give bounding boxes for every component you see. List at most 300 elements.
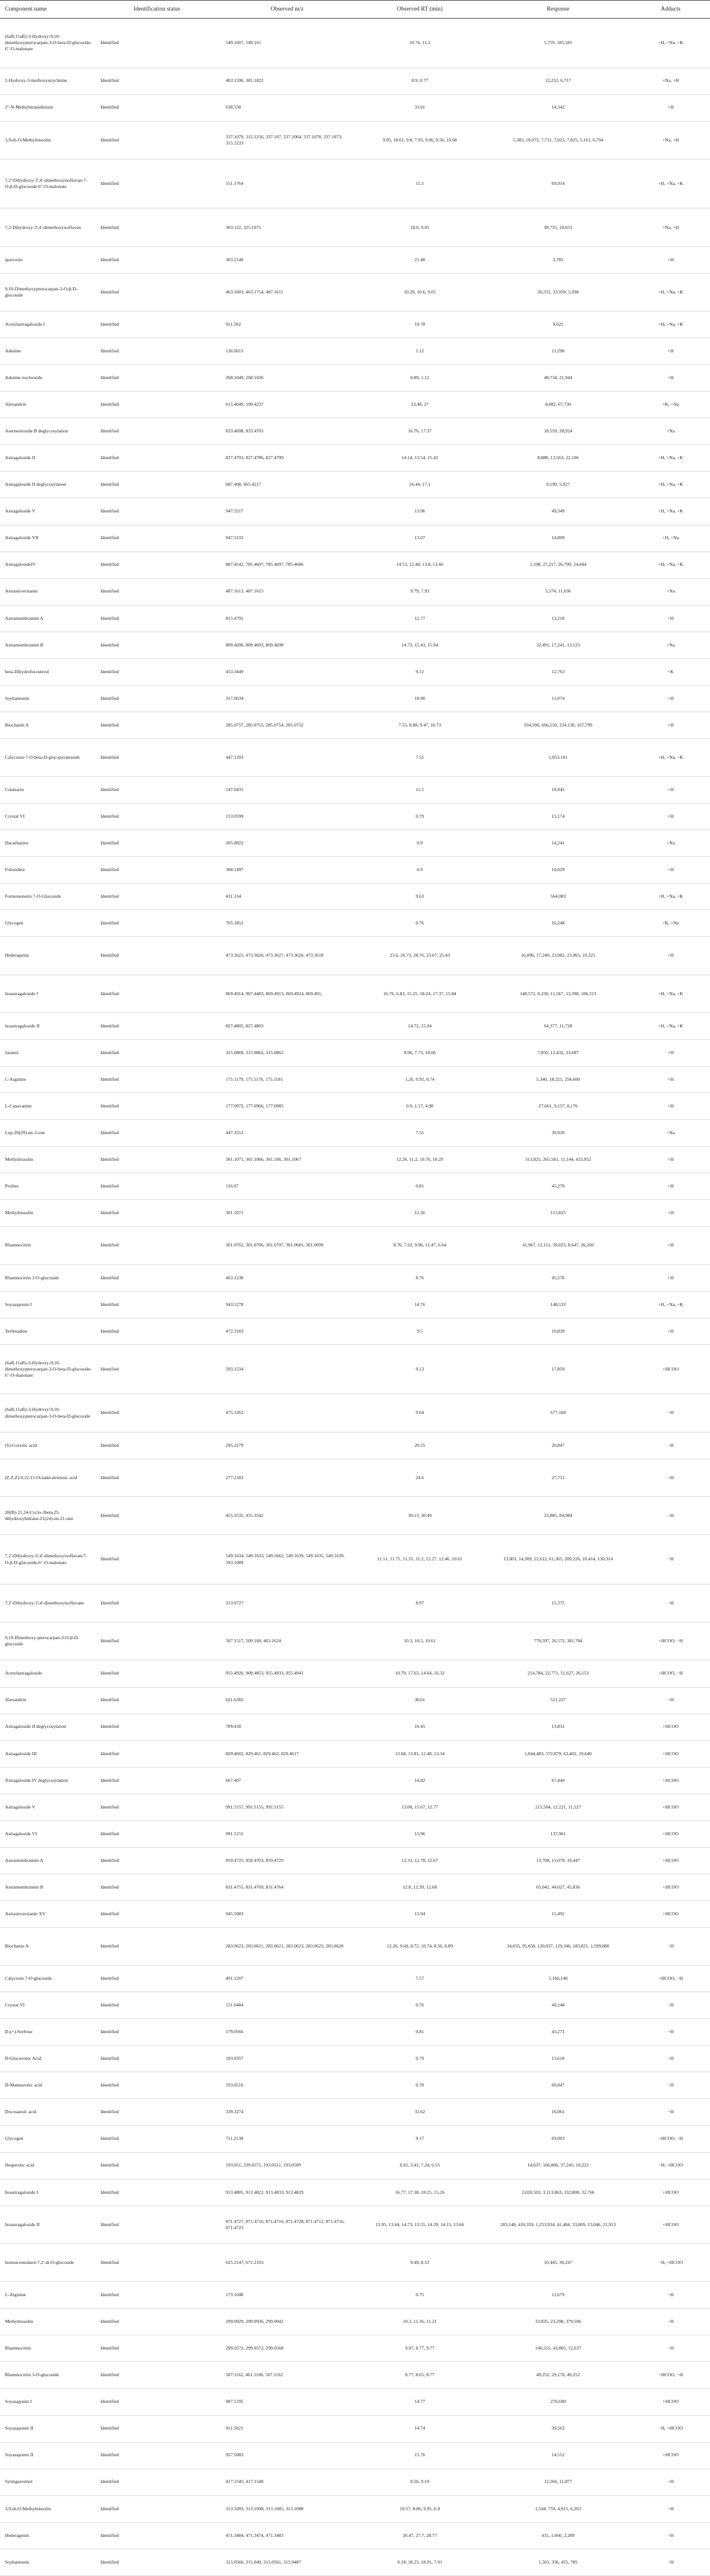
cell-status: Identified	[94, 830, 220, 857]
cell-mz: 417.1545, 417.1548	[220, 2469, 355, 2495]
table-row	[0, 94, 710, 121]
cell-mz: 151.0484	[220, 1992, 355, 2019]
cell-status: Identified	[94, 1794, 220, 1820]
cell-adducts: +HCOO	[631, 1874, 710, 1900]
cell-rt: 9.12	[355, 658, 485, 685]
table-row	[0, 1992, 710, 2019]
cell-adducts: +H	[631, 1200, 710, 1227]
cell-component: Methylnissolin	[0, 2309, 94, 2335]
cell-mz: 177.0972, 177.0966, 177.0985	[220, 1093, 355, 1120]
table-row	[0, 1622, 710, 1660]
cell-rt: 7.57	[355, 1966, 485, 1992]
table-row	[0, 1714, 710, 1740]
cell-response: 15,492	[485, 1900, 631, 1927]
cell-mz: 116.07	[220, 1173, 355, 1200]
cell-status: Identified	[94, 1040, 220, 1067]
cell-mz: 991.5155	[220, 1820, 355, 1847]
cell-adducts: +Na, +H	[631, 68, 710, 94]
cell-response: 1,166,148	[485, 1966, 631, 1992]
cell-rt: 0.9	[355, 857, 485, 883]
cell-mz: 859.4725, 859.4703, 859.4729	[220, 1847, 355, 1874]
cell-adducts: +K, +Na	[631, 910, 710, 937]
cell-response: 9,625	[485, 311, 631, 338]
cell-status: Identified	[94, 1173, 220, 1200]
table-row	[0, 1584, 710, 1622]
cell-component: 9,10-Dimethoxy-pterocarpan-3-O-β-D-glucoside	[0, 1622, 94, 1660]
cell-adducts: +H, +Na, +K	[631, 498, 710, 525]
table-row	[0, 1874, 710, 1900]
cell-adducts: −H	[631, 1687, 710, 1714]
cell-adducts: −H	[631, 2469, 710, 2495]
table-row	[0, 803, 710, 830]
cell-component: Astramembrannin B	[0, 1874, 94, 1900]
cell-component: Crystal VI	[0, 803, 94, 830]
table-row	[0, 273, 710, 311]
cell-component: Rhamnocitrin	[0, 2335, 94, 2362]
cell-component: 2''-N-Methylstranidinium	[0, 94, 94, 121]
cell-rt: 24.6	[355, 1459, 485, 1496]
cell-status: Identified	[94, 658, 220, 685]
cell-rt: 9.95, 18.61, 9.8, 7.93, 9.06, 9.56, 10.68	[355, 121, 485, 159]
cell-rt: 10.3, 11.36, 11.21	[355, 2309, 485, 2335]
cell-response: 8,082, 67,730	[485, 391, 631, 418]
cell-mz: 301.1071	[220, 1200, 355, 1227]
cell-adducts: +K, +Na	[631, 391, 710, 418]
cell-rt: 11.5	[355, 159, 485, 208]
cell-response: 10,839	[485, 1318, 631, 1344]
cell-rt: 14.14, 13.54, 15.43	[355, 445, 485, 472]
table-row	[0, 2072, 710, 2099]
cell-status: Identified	[94, 1497, 220, 1535]
cell-response: 27,711	[485, 1459, 631, 1496]
cell-mz: 473.3621, 473.3626, 473.3627, 473.3626, 473.3618	[220, 937, 355, 975]
cell-rt: 13.07	[355, 525, 485, 552]
cell-rt: 16.44, 17.1	[355, 472, 485, 498]
cell-status: Identified	[94, 1927, 220, 1965]
cell-status: Identified	[94, 1687, 220, 1714]
table-row	[0, 777, 710, 803]
cell-mz: 431.134	[220, 883, 355, 910]
cell-rt: 1.12	[355, 338, 485, 365]
cell-component: Isoastragaloside II	[0, 2206, 94, 2243]
cell-mz: 807.4542, 785.4697, 785.4697, 785.4686	[220, 552, 355, 578]
cell-mz: 179.0566	[220, 2019, 355, 2046]
table-row	[0, 2152, 710, 2179]
cell-adducts: −H, +HCOO	[631, 2243, 710, 2281]
cell-adducts: +Na	[631, 830, 710, 857]
cell-response: 64,377, 11,728	[485, 1013, 631, 1040]
cell-adducts: −H, +HCOO	[631, 2415, 710, 2442]
cell-response: 137,961	[485, 1820, 631, 1847]
cell-mz: 549.1634, 549.1633, 549.1662, 549.1639, 549.1635, 549.1639, 593.1089	[220, 1535, 355, 1585]
table-row	[0, 2309, 710, 2335]
cell-rt: 18.90	[355, 685, 485, 712]
cell-mz: 491.1207	[220, 1966, 355, 1992]
cell-component: Adenine nucleoside	[0, 365, 94, 391]
cell-rt: 11.5	[355, 777, 485, 803]
table-row	[0, 2495, 710, 2522]
cell-component: Calycosin-7-O-beta-D-glucopyranoside	[0, 738, 94, 776]
cell-rt: 16.77, 17.38, 18.25, 15.26	[355, 2179, 485, 2206]
cell-status: Identified	[94, 1227, 220, 1264]
cell-component: Jaranol	[0, 1040, 94, 1067]
table-row	[0, 1040, 710, 1067]
cell-component: Folosidine	[0, 857, 94, 883]
table-row	[0, 2415, 710, 2442]
cell-component: Glycogen	[0, 910, 94, 937]
cell-adducts: +H	[631, 1147, 710, 1173]
cell-response: 934,596, 666,150, 234,130, 167,799	[485, 712, 631, 738]
cell-status: Identified	[94, 1714, 220, 1740]
cell-mz: 947.5217	[220, 498, 355, 525]
cell-status: Identified	[94, 632, 220, 658]
cell-adducts: −H	[631, 2072, 710, 2099]
cell-status: Identified	[94, 1535, 220, 1585]
cell-status: Identified	[94, 1264, 220, 1291]
cell-mz: 621.6382	[220, 1687, 355, 1714]
cell-rt: 10.29, 10.6, 9.05	[355, 273, 485, 311]
cell-status: Identified	[94, 1874, 220, 1900]
cell-status: Identified	[94, 1900, 220, 1927]
cell-status: Identified	[94, 1432, 220, 1459]
table-row	[0, 246, 710, 273]
cell-mz: 283.0623, 283.0621, 283.0621, 283.0623, 283.0623, 283.0628	[220, 1927, 355, 1965]
cell-component: Hederagenin	[0, 2522, 94, 2549]
cell-rt: 12.26, 9.68, 8.72, 10.74, 8.56, 8.89	[355, 1927, 485, 1965]
cell-rt: 13.68, 13.81, 12.48, 13.34	[355, 1740, 485, 1767]
cell-component: Asernestioside B deglycosylation	[0, 418, 94, 445]
cell-response: 415, 1,666, 2,289	[485, 2522, 631, 2549]
cell-adducts: +H, +Na, +K	[631, 1013, 710, 1040]
table-row	[0, 2389, 710, 2415]
cell-status: Identified	[94, 1660, 220, 1687]
cell-rt: 9.63	[355, 883, 485, 910]
header-row	[0, 1, 710, 19]
cell-rt: 9.79, 7.93	[355, 578, 485, 605]
cell-response: 20,847	[485, 1432, 631, 1459]
cell-component: Isoastragaloside II	[0, 1013, 94, 1040]
cell-rt: 8.77, 8.65, 8.77	[355, 2362, 485, 2389]
cell-adducts: +Na	[631, 578, 710, 605]
cell-response: 11,218	[485, 605, 631, 632]
cell-adducts: +H	[631, 685, 710, 712]
cell-adducts: +H	[631, 1318, 710, 1344]
cell-mz: 955.4926, 909.4853, 955.4933, 955.4941	[220, 1660, 355, 1687]
cell-status: Identified	[94, 1847, 220, 1874]
cell-adducts: +H, +Na, +K	[631, 472, 710, 498]
cell-rt: 0.9, 0.77	[355, 68, 485, 94]
table-row	[0, 2179, 710, 2206]
cell-response: 146,515, 43,805, 12,637	[485, 2335, 631, 2362]
cell-status: Identified	[94, 777, 220, 803]
table-row	[0, 2126, 710, 2152]
cell-adducts: +HCOO	[631, 1794, 710, 1820]
cell-adducts: +HCOO	[631, 2442, 710, 2469]
cell-mz: 943.5278	[220, 1291, 355, 1318]
cell-adducts: −H	[631, 1497, 710, 1535]
cell-adducts: +HCOO	[631, 2389, 710, 2415]
cell-adducts: +K	[631, 658, 710, 685]
cell-component: Methylnissolin	[0, 1147, 94, 1173]
cell-rt: 19.78	[355, 311, 485, 338]
cell-component: Soyasaponin I	[0, 2389, 94, 2415]
cell-response: 12,252, 6,717	[485, 68, 631, 94]
table-row	[0, 605, 710, 632]
cell-component: Acetylastragaloside	[0, 1660, 94, 1687]
cell-component: 7,2'-Dihydroxy-3',4'-dimethoxyisoflavane	[0, 1584, 94, 1622]
cell-mz: 455.3535, 455.3542	[220, 1497, 355, 1535]
cell-mz: 911.5021	[220, 2415, 355, 2442]
cell-adducts: −H	[631, 2335, 710, 2362]
cell-adducts: +Na	[631, 632, 710, 658]
cell-adducts: +H	[631, 803, 710, 830]
cell-component: Astragaloside IV deglycosylation	[0, 1767, 94, 1794]
cell-mz: 831.4755, 831.4769, 831.4764	[220, 1874, 355, 1900]
cell-adducts: +H, +Na, +K	[631, 273, 710, 311]
cell-component: (S)-Coriolic acid	[0, 1432, 94, 1459]
cell-status: Identified	[94, 208, 220, 246]
cell-mz: 295.2279	[220, 1432, 355, 1459]
cell-status: Identified	[94, 121, 220, 159]
cell-response: 12,763	[485, 658, 631, 685]
cell-adducts: +H	[631, 1227, 710, 1264]
cell-rt: 30.61	[355, 1687, 485, 1714]
cell-response: 9,190, 5,927	[485, 472, 631, 498]
cell-rt: 10.6, 9.05	[355, 208, 485, 246]
cell-response: 13,831	[485, 1714, 631, 1740]
cell-adducts: −H	[631, 1927, 710, 1965]
table-row	[0, 2335, 710, 2362]
cell-component: Astragaloside V	[0, 1794, 94, 1820]
cell-status: Identified	[94, 2469, 220, 2495]
cell-status: Identified	[94, 605, 220, 632]
cell-rt: 23.6, 26.73, 28.76, 23.67, 25.43	[355, 937, 485, 975]
cell-adducts: +H	[631, 1093, 710, 1120]
cell-component: Soyhannsnin	[0, 2549, 94, 2575]
cell-status: Identified	[94, 1992, 220, 2019]
cell-adducts: −H, +HCOO	[631, 2152, 710, 2179]
cell-status: Identified	[94, 1459, 220, 1496]
cell-status: Identified	[94, 1622, 220, 1660]
cell-adducts: +H	[631, 94, 710, 121]
cell-component: (6aR,11aR)-3-Hydroxy-9,10-dimethoxypterocarpan-3-O-beta-D-glucoside-6"-O-malonate	[0, 19, 94, 68]
cell-component: Astragaloside V	[0, 498, 94, 525]
cell-rt: 10.17, 8.86, 9.95, 6.9	[355, 2495, 485, 2522]
cell-rt: 30.13, 30.49	[355, 1497, 485, 1535]
cell-rt: 21.48	[355, 246, 485, 273]
table-row	[0, 712, 710, 738]
table-row	[0, 2046, 710, 2072]
cell-status: Identified	[94, 2126, 220, 2152]
cell-response: 11,074	[485, 685, 631, 712]
cell-mz: 301.0702, 301.0706, 301.0707, 301.0681, 301.0099	[220, 1227, 355, 1264]
cell-component: Coumarin	[0, 777, 94, 803]
cell-response: 49,349	[485, 498, 631, 525]
cell-status: Identified	[94, 525, 220, 552]
table-row	[0, 1927, 710, 1965]
column-header-component: Component name	[0, 1, 94, 19]
cell-mz: 303.122, 325.1075	[220, 208, 355, 246]
cell-status: Identified	[94, 712, 220, 738]
cell-adducts: +Na	[631, 1120, 710, 1147]
cell-mz: 827.4805, 827.4803	[220, 1013, 355, 1040]
table-row	[0, 2549, 710, 2575]
cell-response: 27,661, 9,157, 8,176	[485, 1093, 631, 1120]
cell-response: 1,501, 336, 455, 785	[485, 2549, 631, 2575]
table-row	[0, 1459, 710, 1496]
cell-rt: 13.08, 15.67, 12.77	[355, 1794, 485, 1820]
cell-component: Biochanin A	[0, 712, 94, 738]
cell-response: 65,042, 44,027, 45,836	[485, 1874, 631, 1900]
cell-status: Identified	[94, 910, 220, 937]
cell-status: Identified	[94, 1013, 220, 1040]
cell-component: 7,2'-Dihydroxy-3',4'-dimethoxyisoflavan-7-O-β-D-glucoside-6"-O-malonate	[0, 1535, 94, 1585]
cell-rt: 12.33, 12.78, 12.67	[355, 1847, 485, 1874]
cell-response: 10,945	[485, 777, 631, 803]
cell-component: (6aR,11aR)-3-Hydroxy-9,10-dimethoxypterocarpan-3-O-beta-D-glucoside	[0, 1394, 94, 1432]
cell-mz: 945.5083	[220, 1900, 355, 1927]
table-row	[0, 1147, 710, 1173]
cell-rt: 10.3, 10.5, 10.61	[355, 1622, 485, 1660]
cell-rt: 1.26, 0.92, 0.74	[355, 1067, 485, 1093]
cell-mz: 268.1049, 268.1036	[220, 365, 355, 391]
table-row	[0, 208, 710, 246]
cell-component: Glycogen	[0, 2126, 94, 2152]
cell-response: 16,096, 17,249, 23,982, 23,965, 10,325	[485, 937, 631, 975]
table-row	[0, 1344, 710, 1394]
cell-mz: 193.0516	[220, 2072, 355, 2099]
cell-adducts: −H	[631, 2282, 710, 2309]
column-header-response: Response	[485, 1, 631, 19]
cell-adducts: −H	[631, 2309, 710, 2335]
cell-response: 23,885, 84,984	[485, 1497, 631, 1535]
cell-status: Identified	[94, 1344, 220, 1394]
cell-rt: 0.9, 1.17, 4.98	[355, 1093, 485, 1120]
cell-adducts: −H	[631, 2549, 710, 2575]
cell-mz: 308.1497	[220, 857, 355, 883]
cell-mz: 829.4602, 829.461, 829.462, 829.4617	[220, 1740, 355, 1767]
cell-response: 13,003, 14,309, 22,612, 61,365, 209,226, 10,414, 130,314	[485, 1535, 631, 1585]
cell-mz: 991.5157, 991.5155, 991.5155	[220, 1794, 355, 1820]
cell-component: Proline	[0, 1173, 94, 1200]
cell-rt: 12.26	[355, 1200, 485, 1227]
table-row	[0, 738, 710, 776]
cell-mz: 827.4793, 827.4786, 827.4799	[220, 445, 355, 472]
cell-component: Crystal VI	[0, 1992, 94, 2019]
table-row	[0, 472, 710, 498]
cell-mz: 507.1162, 461.1106, 507.1162	[220, 2362, 355, 2389]
cell-rt: 11.51, 11.71, 11.35, 11.2, 12.27, 12.46, 10.61	[355, 1535, 485, 1585]
cell-component: Isoastragaloside I	[0, 975, 94, 1013]
cell-adducts: −H	[631, 2522, 710, 2549]
cell-status: Identified	[94, 498, 220, 525]
cell-response: 39,939	[485, 1120, 631, 1147]
table-row	[0, 1497, 710, 1535]
cell-component: L-Canavanine	[0, 1093, 94, 1120]
cell-mz: 687.408, 665.4217	[220, 472, 355, 498]
column-header-mz: Observed m/z	[220, 1, 355, 19]
table-row	[0, 937, 710, 975]
table-row	[0, 857, 710, 883]
table-row	[0, 418, 710, 445]
cell-mz: 815.4791	[220, 605, 355, 632]
cell-status: Identified	[94, 2206, 220, 2243]
table-body	[0, 19, 710, 2576]
table-row	[0, 159, 710, 208]
table-row	[0, 1013, 710, 1040]
cell-adducts: +H, +Na, +K	[631, 19, 710, 68]
cell-mz: 301.1071, 301.1066, 301.106, 301.1067	[220, 1147, 355, 1173]
cell-adducts: +H	[631, 338, 710, 365]
cell-response: 17,859	[485, 1344, 631, 1394]
table-row	[0, 1820, 710, 1847]
cell-component: D-Glucuronic Acid	[0, 2046, 94, 2072]
cell-mz: 471.3484, 471.3474, 471.3483	[220, 2522, 355, 2549]
cell-component: Astramembrannin A	[0, 605, 94, 632]
cell-rt: 26.47, 27.7, 28.77	[355, 2522, 485, 2549]
cell-rt: 33.62	[355, 2099, 485, 2126]
cell-response: 45,270	[485, 1173, 631, 1200]
cell-rt: 12.26, 11.2, 10.76, 10.29	[355, 1147, 485, 1173]
cell-rt: 13.94	[355, 1900, 485, 1927]
column-header-adducts: Adducts	[631, 1, 710, 19]
cell-response: 770,597, 26,572, 381,784	[485, 1622, 631, 1660]
cell-mz: 667.407	[220, 1767, 355, 1794]
cell-response: 69,914	[485, 159, 631, 208]
cell-adducts: +H	[631, 1173, 710, 1200]
cell-response: 113,825	[485, 1200, 631, 1227]
cell-status: Identified	[94, 883, 220, 910]
cell-status: Identified	[94, 19, 220, 68]
table-row	[0, 552, 710, 578]
cell-response: 43,271	[485, 2019, 631, 2046]
cell-component: Astragaloside II deglycosylation	[0, 1714, 94, 1740]
cell-component: Astragaloside II deglycosylation	[0, 472, 94, 498]
cell-mz: 339.3274	[220, 2099, 355, 2126]
cell-adducts: +HCOO, −H	[631, 2126, 710, 2152]
cell-response: 16,061	[485, 2099, 631, 2126]
cell-component: 7,2'-Dihydroxy-3',4'-dimethoxyisoflavan-7-O-β-D-glucoside-6"-O-malonate	[0, 159, 94, 208]
cell-adducts: −H	[631, 1432, 710, 1459]
table-row	[0, 2469, 710, 2495]
cell-mz: 136.0615	[220, 338, 355, 365]
cell-status: Identified	[94, 1318, 220, 1344]
cell-component: 20(R)-21,24-Cyclo-3beta,25-dihydroxyhidrane-21(24)-en-21-one	[0, 1497, 94, 1535]
cell-component: D-(+)-Sorbose	[0, 2019, 94, 2046]
cell-rt: 14.77	[355, 2389, 485, 2415]
cell-status: Identified	[94, 2495, 220, 2522]
cell-adducts: −H	[631, 2099, 710, 2126]
cell-rt: 23.48, 27	[355, 391, 485, 418]
cell-response: 2,020,503, 3,113,863, 332,808, 32,766	[485, 2179, 631, 2206]
cell-adducts: +HCOO	[631, 1714, 710, 1740]
cell-adducts: +H, +Na, +K	[631, 883, 710, 910]
cell-component: Biochanin A	[0, 1927, 94, 1965]
cell-status: Identified	[94, 273, 220, 311]
cell-status: Identified	[94, 2362, 220, 2389]
cell-mz: 463.1603, 463.1754, 487.1611	[220, 273, 355, 311]
cell-status: Identified	[94, 94, 220, 121]
cell-component: Soyhannsnin	[0, 685, 94, 712]
cell-status: Identified	[94, 738, 220, 776]
cell-mz: 447.3553	[220, 1120, 355, 1147]
cell-rt: 16.76, 6.83, 15.25, 18.24, 17.37, 15.84	[355, 975, 485, 1013]
table-row	[0, 68, 710, 94]
cell-component: Rhamnocitrin 3-O-glucoside	[0, 2362, 94, 2389]
table-row	[0, 2019, 710, 2046]
cell-response: 12,266, 11,877	[485, 2469, 631, 2495]
cell-rt: 12.8, 12.39, 12.68	[355, 1874, 485, 1900]
